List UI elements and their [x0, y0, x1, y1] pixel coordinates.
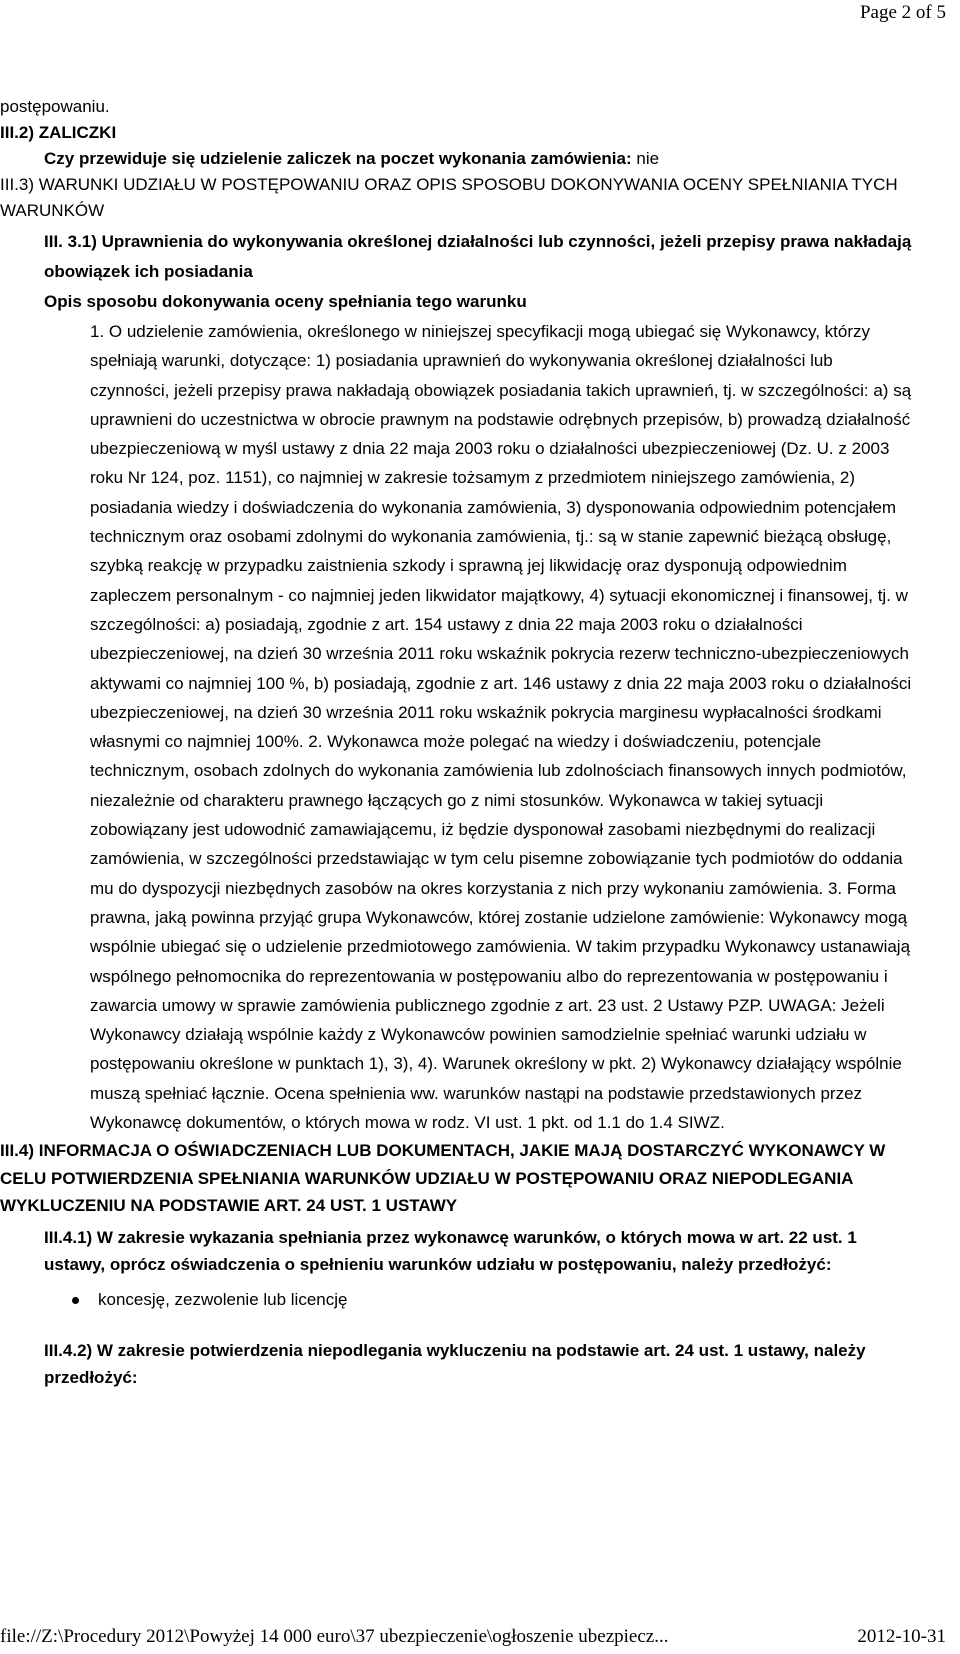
print-date: 2012-10-31: [857, 1626, 946, 1647]
advance-question: Czy przewiduje się udzielenie zaliczek na poczet wykonania zamówienia:: [44, 149, 632, 168]
section-iii-4-2-title: III.4.2) W zakresie potwierdzenia niepodlegania wykluczeniu na podstawie art. 24 ust. 1 ustawy, należy przedłożyć:: [44, 1340, 866, 1388]
section-iii-4-1-title: III.4.1) W zakresie wykazania spełniania przez wykonawcę warunków, o których mowa w art. 22 ust. 1 ustawy, oprócz oświadczenia o spełnieniu warunków udziału w postępowaniu, należy przedłożyć:: [44, 1227, 857, 1275]
section-iii-3-1-body: 1. O udzielenie zamówienia, określonego w niniejszej specyfikacji mogą ubiegać się Wykonawcy, którzy spełniają warunki, dotyczące: 1) posiadania uprawnień do wykonywania określonej działalności lub czynności, jeżeli przepisy prawa nakładają obowiązek posiadania takich uprawnień, tj. w szczególności: a) są uprawnieni do uczestnictwa w obrocie prawnym na podstawie odrębnych przepisów, b) prowadzą działalność ubezpieczeniową w myśl ustawy z dnia 22 maja 2003 roku o działalności ubezpieczeniowej (Dz. U. z 2003 roku Nr 124, poz. 1151), co najmniej w zakresie tożsamym z przedmiotem niniejszego zamówienia, 2) posiadania wiedzy i doświadczenia do wykonania zamówienia, 3) dysponowania odpowiednim potencjałem technicznym oraz osobami zdolnymi do wykonania zamówienia, tj.: są w stanie zapewnić bieżącą obsługę, szybką reakcję w przypadku zaistnienia szkody i sprawną jej likwidację oraz dysponują odpowiednim zapleczem personalnym - co najmniej jeden likwidator majątkowy, 4) sytuacji ekonomicznej i finansowej, tj. w szczególności: a) posiadają, zgodnie z art. 154 ustawy z dnia 22 maja 2003 roku o działalności ubezpieczeniowej, na dzień 30 września 2011 roku wskaźnik pokrycia rezerw techniczno-ubezpieczeniowych aktywami co najmniej 100 %, b) posiadają, zgodnie z art. 146 ustawy z dnia 22 maja 2003 roku o działalności ubezpieczeniowej, na dzień 30 września 2011 roku wskaźnik pokrycia marginesu wypłacalności środkami własnymi co najmniej 100%. 2. Wykonawca może polegać na wiedzy i doświadczeniu, potencjale technicznym, osobach zdolnych do wykonania zamówienia lub zdolnościach finansowych innych podmiotów, niezależnie od charakteru prawnego łączących go z nimi stosunków. Wykonawca w takiej sytuacji zobowiązany jest udowodnić zamawiającemu, iż będzie dysponował zasobami niezbędnymi do realizacji zamówienia, w szczególności przedstawiając w tym celu pisemne zobowiązanie tych podmiotów do oddania mu do dyspozycji niezbędnych zasobów na okres korzystania z nich przy wykonaniu zamówienia. 3. Forma prawna, jaką powinna przyjąć grupa Wykonawców, której zostanie udzielone zamówienie: Wykonawcy mogą wspólnie ubiegać się o udzielenie przedmiotowego zamówienia. W takim przypadku Wykonawcy ustanawiają wspólnego pełnomocnika do reprezentowania w postępowaniu albo do reprezentowania w postępowaniu i zawarcia umowy w sprawie zamówienia publicznego zgodnie z art. 23 ust. 2 Ustawy PZP. UWAGA: Jeżeli Wykonawcy działają wspólnie każdy z Wykonawców powinien samodzielnie spełniać warunki udziału w postępowaniu określone w punktach 1), 3), 4). Warunek określony w pkt. 2) Wykonawcy działający wspólnie muszą spełniać łącznie. Ocena spełnienia ww. warunków nastąpi na podstawie przedstawionych przez Wykonawcę dokumentów, o których mowa w rodz. VI ust. 1 pkt. od 1.1 do 1.4 SIWZ.: [90, 322, 912, 1133]
section-iii-2-title: III.2) ZALICZKI: [0, 123, 117, 142]
advance-payment-row: [0, 146, 945, 172]
advance-answer: nie: [636, 149, 660, 168]
section-iii-3-1-subtitle: Opis sposobu dokonywania oceny spełniania tego warunku: [44, 292, 527, 311]
section-iii-4-title: III.4) INFORMACJA O OŚWIADCZENIACH LUB DOKUMENTACH, JAKIE MAJĄ DOSTARCZYĆ WYKONAWCY W CELU POTWIERDZENIA SPEŁNIANIA WARUNKÓW UDZIAŁU W POSTĘPOWANIU ORAZ NIEPODLEGANIA WYKLUCZENIU NA PODSTAWIE ART. 24 UST. 1 USTAWY: [0, 1141, 886, 1216]
list-item: koncesję, zezwolenie lub licencję: [72, 1285, 945, 1315]
page-number: Page 2 of 5: [859, 2, 946, 23]
document-body: [0, 94, 945, 1392]
document-list: [0, 1285, 945, 1315]
section-iii-3-title: III.3) WARUNKI UDZIAŁU W POSTĘPOWANIU ORAZ OPIS SPOSOBU DOKONYWANIA OCENY SPEŁNIANIA TYCH WARUNKÓW: [0, 175, 898, 220]
file-path: file://Z:\Procedury 2012\Powyżej 14 000 euro\37 ubezpieczenie\ogłoszenie ubezpiecz...: [0, 1626, 669, 1647]
lead-text: postępowaniu.: [0, 97, 110, 116]
section-iii-3-1-title: III. 3.1) Uprawnienia do wykonywania określonej działalności lub czynności, jeżeli przepisy prawa nakładają obowiązek ich posiadania: [44, 232, 912, 281]
page-footer: [0, 1624, 946, 1650]
